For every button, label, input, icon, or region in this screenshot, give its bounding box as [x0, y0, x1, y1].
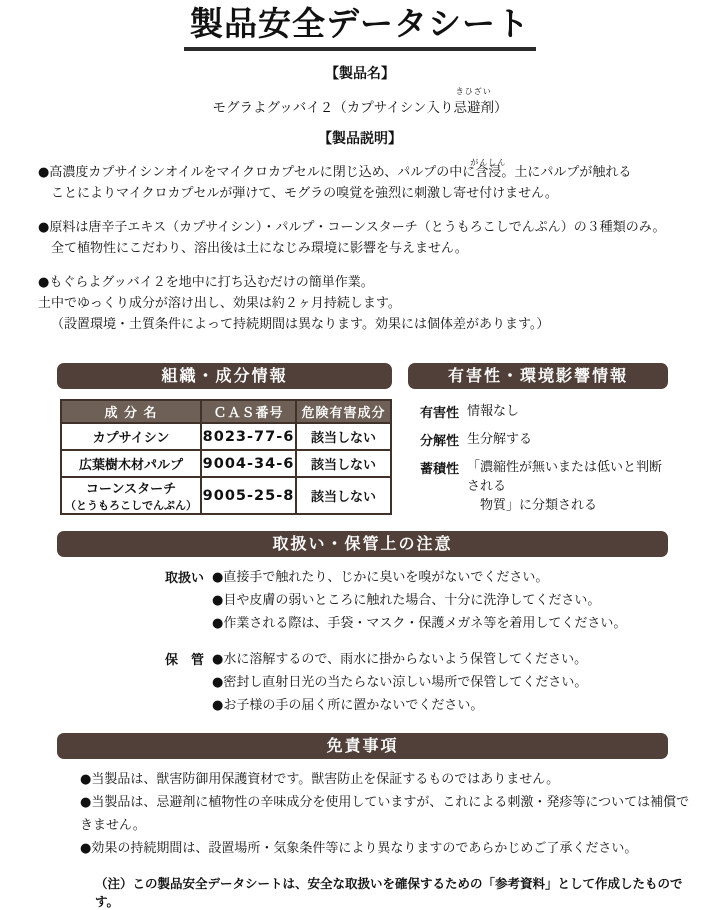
description-bullet-2-line-1: ●原料は唐辛子エキス（カプサイシン）・パルプ・コーンスターチ（とうもろこしでんぷん）の３種類のみ。	[38, 220, 666, 236]
storage-bullet: ●密封し直射日光の当たらない涼しい場所で保管してください。	[212, 675, 588, 691]
description-heading: 【製品説明】	[318, 131, 402, 148]
page-title: 製品安全データシート	[184, 6, 536, 51]
b1-furigana: がんしん	[470, 158, 507, 168]
two-column-area	[57, 363, 668, 515]
description-bullet-3-line-3: （設置環境・土質条件によって持続期間は異なります。効果には個体差があります。）	[51, 317, 550, 333]
disclaimer-bullet: ●当製品は、忌避剤に植物性の辛味成分を使用していますが、これによる刺激・発疹等については補償できません。	[80, 795, 690, 834]
cas-number: 9005-25-8	[201, 477, 296, 514]
composition-table	[60, 399, 392, 515]
handling-bullet: ●作業される際は、手袋・マスク・保護メガネ等を着用してください。	[212, 616, 627, 632]
disclaimer-note: （注）この製品安全データシートは、安全な取扱いを確保するための「参考資料」として作成したものです。	[95, 876, 683, 910]
ingredient-name-sub: （とうもろこしでんぷん）	[65, 499, 197, 513]
disclaimer-header-bar: 免責事項	[57, 733, 668, 759]
hazard-info-header-bar: 有害性・環境影響情報	[408, 363, 668, 389]
cas-number: 8023-77-6	[201, 423, 296, 450]
disclaimer-bullet: ●効果の持続期間は、設置場所・気象条件等により異なりますのであらかじめご了承ください。	[80, 841, 638, 857]
list-item	[420, 430, 668, 449]
description-bullet-3-line-2: 土中でゆっくり成分が溶け出し、効果は約２ヶ月持続します。	[38, 296, 401, 312]
hazard-status: 該当しない	[296, 423, 391, 450]
ingredient-name: 広葉樹木材パルプ	[61, 450, 201, 477]
storage-group-label: 保 管	[165, 653, 205, 669]
ingredient-name-main: コーンスターチ	[85, 482, 177, 498]
handling-bullets	[212, 566, 626, 635]
handling-bullet: ●直接手で触れたり、じかに臭いを嗅がないでください。	[212, 570, 549, 586]
hazard-item-label: 有害性	[420, 406, 460, 422]
product-name-ruby	[453, 87, 495, 117]
b1-line1-after: 。土にパルプが触れる	[501, 165, 632, 181]
col-header-name: 成 分 名	[61, 400, 201, 423]
storage-bullets	[212, 648, 587, 717]
hazard-status: 該当しない	[296, 450, 391, 477]
handling-group	[165, 566, 720, 635]
description-bullet-2	[38, 217, 690, 259]
description-bullet-3	[38, 272, 690, 335]
ingredient-name: カプサイシン	[61, 423, 201, 450]
description-section	[38, 158, 690, 335]
description-bullet-1	[38, 158, 690, 204]
handling-section	[57, 531, 668, 557]
product-name	[0, 87, 720, 117]
b1-ruby-base: 含浸	[475, 165, 502, 181]
title-wrap	[0, 6, 720, 51]
hazard-item-value: 情報なし	[467, 404, 520, 420]
b1-ruby	[470, 158, 507, 183]
table-row	[61, 477, 391, 514]
description-bullet-1-line-1	[38, 158, 690, 183]
ingredient-name	[61, 477, 201, 514]
description-bullet-1-line-2: ことによりマイクロカプセルが弾けて、モグラの嗅覚を強烈に刺激し寄せ付けません。	[51, 186, 558, 202]
hazard-status: 該当しない	[296, 477, 391, 514]
hazard-item-label: 分解性	[420, 434, 460, 450]
hazard-item-value	[467, 458, 668, 515]
hazard-item-value: 生分解する	[467, 432, 533, 448]
hazard-info-section	[408, 363, 668, 515]
description-bullet-2-line-2: 全て植物性にこだわり、溶出後は土になじみ環境に影響を与えません。	[51, 241, 468, 257]
list-item	[420, 458, 668, 515]
table-row	[61, 423, 391, 450]
disclaimer-section	[57, 733, 668, 759]
product-name-heading: 【製品名】	[325, 66, 395, 83]
product-name-ruby-base: 忌避剤	[453, 100, 495, 117]
handling-group-label: 取扱い	[165, 571, 205, 587]
handling-header-bar: 取扱い・保管上の注意	[57, 531, 668, 557]
storage-bullet: ●お子様の手の届く所に置かないでください。	[212, 698, 484, 714]
list-item	[420, 402, 668, 421]
hazard-item-value-line-2: 物質」に分類される	[480, 498, 598, 514]
hazard-info-list	[420, 402, 668, 515]
hazard-item-label: 蓄積性	[420, 462, 460, 478]
handling-bullet: ●目や皮膚の弱いところに触れた場合、十分に洗浄してください。	[212, 593, 601, 609]
disclaimer-bullets	[80, 768, 690, 860]
hazard-item-value-line-1: 「濃縮性が無いまたは低いと判断される	[467, 460, 663, 495]
b1-line1-before: ●高濃度カプサイシンオイルをマイクロカプセルに閉じ込め、パルプの中に	[38, 165, 476, 181]
composition-section	[57, 363, 392, 515]
table-row	[61, 450, 391, 477]
composition-table-header-row	[61, 400, 391, 423]
product-name-before: モグラよグッバイ２（カプサイシン入り	[212, 100, 454, 117]
col-header-cas: ＣＡＳ番号	[201, 400, 296, 423]
storage-bullet: ●水に溶解するので、雨水に掛からないよう保管してください。	[212, 652, 588, 668]
product-name-furigana: きひざい	[455, 87, 492, 97]
cas-number: 9004-34-6	[201, 450, 296, 477]
composition-header-bar: 組織・成分情報	[57, 363, 392, 389]
description-bullet-3-line-1: ●もぐらよグッバイ２を地中に打ち込むだけの簡単作業。	[38, 275, 374, 291]
storage-group	[165, 648, 720, 717]
col-header-hazard: 危険有害成分	[296, 400, 391, 423]
product-name-after: ）	[494, 100, 508, 117]
disclaimer-bullet: ●当製品は、獣害防御用保護資材です。獣害防止を保証するものではありません。	[80, 772, 560, 788]
